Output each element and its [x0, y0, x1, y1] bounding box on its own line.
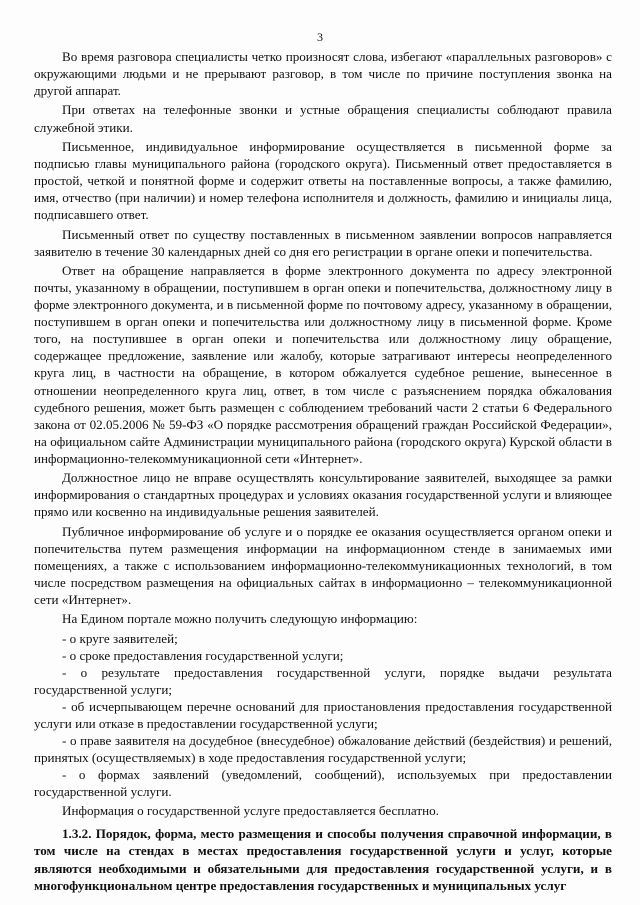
paragraph-service-ethics: При ответах на телефонные звонки и устные обращения специалисты соблюдают правила служебной этики.	[34, 102, 612, 135]
list-item: - о результате предоставления государственной услуги, порядке выдачи результата государственной услуги;	[34, 664, 612, 697]
paragraph-written-informing: Письменное, индивидуальное информирование осуществляется в письменной форме за подписью главы муниципального района (городского округа). Письменный ответ предоставляется в простой, четкой и понятной форме и содержит ответы на поставленные вопросы, а также фамилию, имя, отчество (при наличии) и номер телефона исполнителя и должность, фамилию и инициалы лица, подписавшего ответ.	[34, 138, 612, 223]
paragraph-answer-delivery: Ответ на обращение направляется в форме электронного документа по адресу электронной почты, указанному в обращении, поступившем в орган опеки и попечительства, должностному лицу в форме электронного документа, и в письменной форме по почтовому адресу, указанному в обращении, поступившем в орган опеки и попечительства или должностному лицу в письменной форме. Кроме того, на поступившее в орган опеки и попечительства или должностному лицу обращение, содержащее предложение, заявление или жалобу, которые затрагивают интересы неопределенного круга лиц, в частности на обращение, в котором обжалуется судебное решение, вынесенное в отношении неопределенного круга лиц, ответ, в том числе с разъяснением порядка обжалования судебного решения, может быть размещен с соблюдением требований части 2 статьи 6 Федерального закона от 02.05.2006 № 59-ФЗ «О порядке рассмотрения обращений граждан Российской Федерации», на официальном сайте Администрации муниципального района (городского округа) Курской области в информационно-телекоммуникационной сети «Интернет».	[34, 262, 612, 466]
list-item: - о круге заявителей;	[62, 630, 178, 646]
paragraph-portal-info-intro: На Едином портале можно получить следующую информацию:	[62, 611, 418, 627]
page-number: 3	[317, 30, 323, 44]
list-item: - о праве заявителя на досудебное (внесудебное) обжалование действий (бездействия) и решений, принятых (осуществляемых) в ходе предоставления государственной услуги;	[34, 733, 612, 766]
free-service-note: Информация о государственной услуге предоставляется бесплатно.	[62, 802, 439, 818]
list-item: - об исчерпывающем перечне оснований для приостановления предоставления государственной услуги или отказе в предоставлении государственной услуги;	[34, 698, 612, 732]
list-item: - о сроке предоставления государственной услуги;	[62, 647, 344, 663]
paragraph-written-answer-deadline: Письменный ответ по существу поставленных в письменном заявлении вопросов направляется заявителю в течение 30 календарных дней со дня его регистрации в органе опеки и попечительства.	[34, 226, 612, 259]
list-item: - о формах заявлений (уведомлений, сообщений), используемых при предоставлении государственной услуги.	[34, 767, 612, 800]
paragraph-consulting-limits: Должностное лицо не вправе осуществлять консультирование заявителей, выходящее за рамки информирования о стандартных процедурах и условиях оказания государственной услуги и влияющее прямо или косвенно на индивидуальные решения заявителей.	[34, 470, 612, 520]
section-heading: 1.3.2. Порядок, форма, место размещения и способы получения справочной информации, в том числе на стендах в местах предоставления государственной услуги и услуг, которые являются необходимыми и обязательными для предоставления государственной услуги, и в многофункциональном центре предоставления государственных и муниципальных услуг	[34, 825, 612, 894]
paragraph-public-informing: Публичное информирование об услуге и о порядке ее оказания осуществляется органом опеки и попечительства путем размещения информации на информационном стенде в занимаемых ими помещениях, а также с использованием информационно-телекоммуникационных технологий, в том числе посредством размещения на официальных сайтах в информационно – телекоммуникационной сети «Интернет».	[34, 523, 612, 608]
document-body	[34, 48, 612, 897]
paragraph-conversation-rules: Во время разговора специалисты четко произносят слова, избегают «параллельных разговоров» с окружающими людьми и не прерывают разговор, в том числе по причине поступления звонка на другой аппарат.	[34, 49, 612, 99]
